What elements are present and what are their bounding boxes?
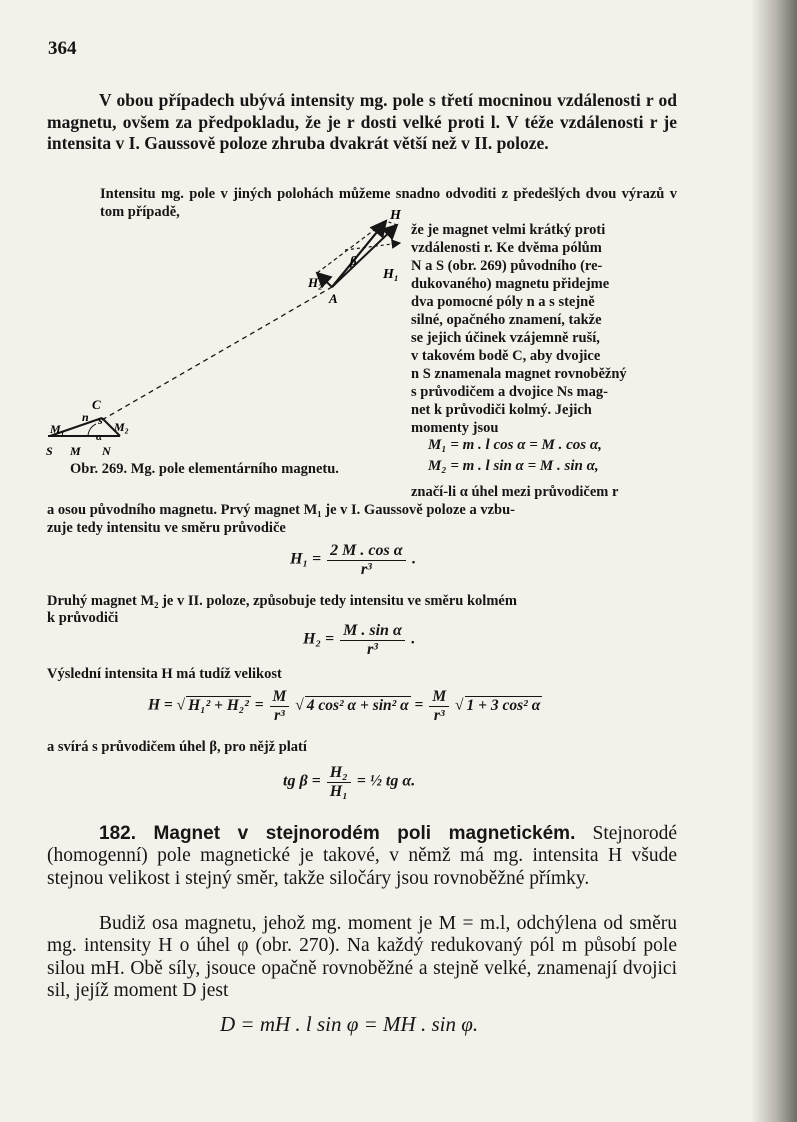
para2-line-5: dva pomocné póly n a s stejně (411, 294, 595, 310)
equation-h1: H₁ = $\frac{\text{2 M . cos α}}{\text{r³}}$ . (290, 542, 416, 578)
para2-line-1: že je magnet velmi krátký proti (411, 222, 606, 238)
page-gutter-shadow (751, 0, 797, 1122)
fig-label-h2: H₂ (308, 275, 323, 290)
para2-line-3: N a S (obr. 269) původního (re- (411, 258, 603, 274)
fig-label-s: s (98, 413, 103, 427)
section-heading: 182. Magnet v stejnorodém poli magnetickém. (99, 823, 576, 844)
fig-label-m: M (70, 444, 81, 458)
section-intro-text: Stejnorodé (homogenní) pole magnetické je takové, v němž má mg. intensita H všude stejnou velikost i stejný směr, takže siločáry jsou rovnoběžné přímky. (47, 823, 677, 889)
para2-line-12: momenty jsou (411, 420, 499, 436)
radius-vector-line (102, 287, 332, 420)
fig-label-c: C (92, 397, 101, 412)
para2-line-7: se jejich účinek vzájemně ruší, (411, 330, 600, 346)
vector-h (332, 221, 386, 287)
fig-label-h: H (390, 208, 401, 223)
fig-label-n-pole: N (102, 444, 111, 458)
figure-269 (40, 205, 410, 460)
para2-line-0: Intensitu mg. pole v jiných polohách můžeme snadno odvoditi z předešlých dvou výrazů v tom případě, (100, 186, 677, 220)
para6: a svírá s průvodičem úhel β, pro nějž platí (47, 739, 307, 755)
para4-line-0: Druhý magnet M₂ je v II. poloze, způsobuje tedy intensitu ve směru kolmém (47, 593, 517, 609)
para2-line-9: n S znamenala magnet rovnoběžný (411, 366, 627, 382)
figure-caption: Obr. 269. Mg. pole elementárního magnetu. (70, 461, 339, 477)
para2-line-4: dukovaného) magnetu přidejme (411, 276, 610, 292)
para3-line-0: značí-li α úhel mezi průvodičem r (411, 484, 619, 500)
para2-line-8: v takovém bodě C, aby dvojice (411, 348, 601, 364)
section-182 (47, 823, 677, 890)
para3-line-1: a osou původního magnetu. Prvý magnet M₁ je v I. Gaussově poloze a vzbu- (47, 502, 515, 518)
paragraph-torque: Budiž osa magnetu, jehož mg. moment je M = m.l, odchýlena od směru mg. intensity H o úhel φ (obr. 270). Na každý redukovaný pól m působí pole silou mH. Obě síly, jsouce opačně rovnoběžné a stejně velké, znamenají dvojici sil, jejíž moment D jest (47, 913, 677, 1002)
para4-line-1: k průvodiči (47, 610, 119, 626)
para5: Výslední intensita H má tudíž velikost (47, 666, 282, 682)
fig-label-a: A (329, 291, 338, 306)
equation-h2: H₂ = $\frac{\text{M . sin α}}{\text{r³}}$ . (303, 622, 415, 658)
para2-line-6: silné, opačného znamení, takže (411, 312, 602, 328)
moment-equation-2: M₂ = m . l sin α = M . sin α, (428, 458, 599, 474)
para2-line-11: net k průvodiči kolmý. Jejich (411, 402, 592, 418)
equation-torque: D = mH . l sin φ = MH . sin φ. (220, 1012, 479, 1036)
para2-line-10: s průvodičem a dvojice Ns mag- (411, 384, 608, 400)
paragraph-intro: V obou případech ubývá intensity mg. pole s třetí mocninou vzdálenosti r od magnetu, ovšem za předpokladu, že je r dosti velké proti l. V téže vzdálenosti r je intensita v I. Gaussově poloze zhruba dvakrát větší než v II. poloze. (47, 90, 677, 153)
fig-label-alpha: α (96, 431, 103, 443)
fig-label-m2: M₂ (114, 420, 129, 434)
para3-line-2: zuje tedy intensitu ve směru průvodiče (47, 520, 286, 536)
equation-tg-beta: tg β = $\frac{\text{H₂}}{\text{H₁}}$ = ½ tg α. (283, 764, 416, 800)
equation-h: H = √ H₁² + H₂² = $\frac{M}{\text{r³}}$ √ 4 cos² α + sin² α = $\frac{M}{\text{r³}}$ √ 1 + 3 cos² α (148, 688, 541, 724)
page-number: 364 (48, 38, 77, 59)
fig-label-s-pole: S (46, 444, 53, 458)
fig-label-beta: β (350, 253, 357, 268)
para2-line-2: vzdálenosti r. Ke dvěma pólům (411, 240, 602, 256)
fig-label-h1: H₁ (383, 267, 399, 282)
fig-label-m1: M₁ (50, 422, 65, 436)
fig-label-n: n (82, 410, 89, 424)
moment-equation-1: M₁ = m . l cos α = M . cos α, (428, 437, 602, 453)
